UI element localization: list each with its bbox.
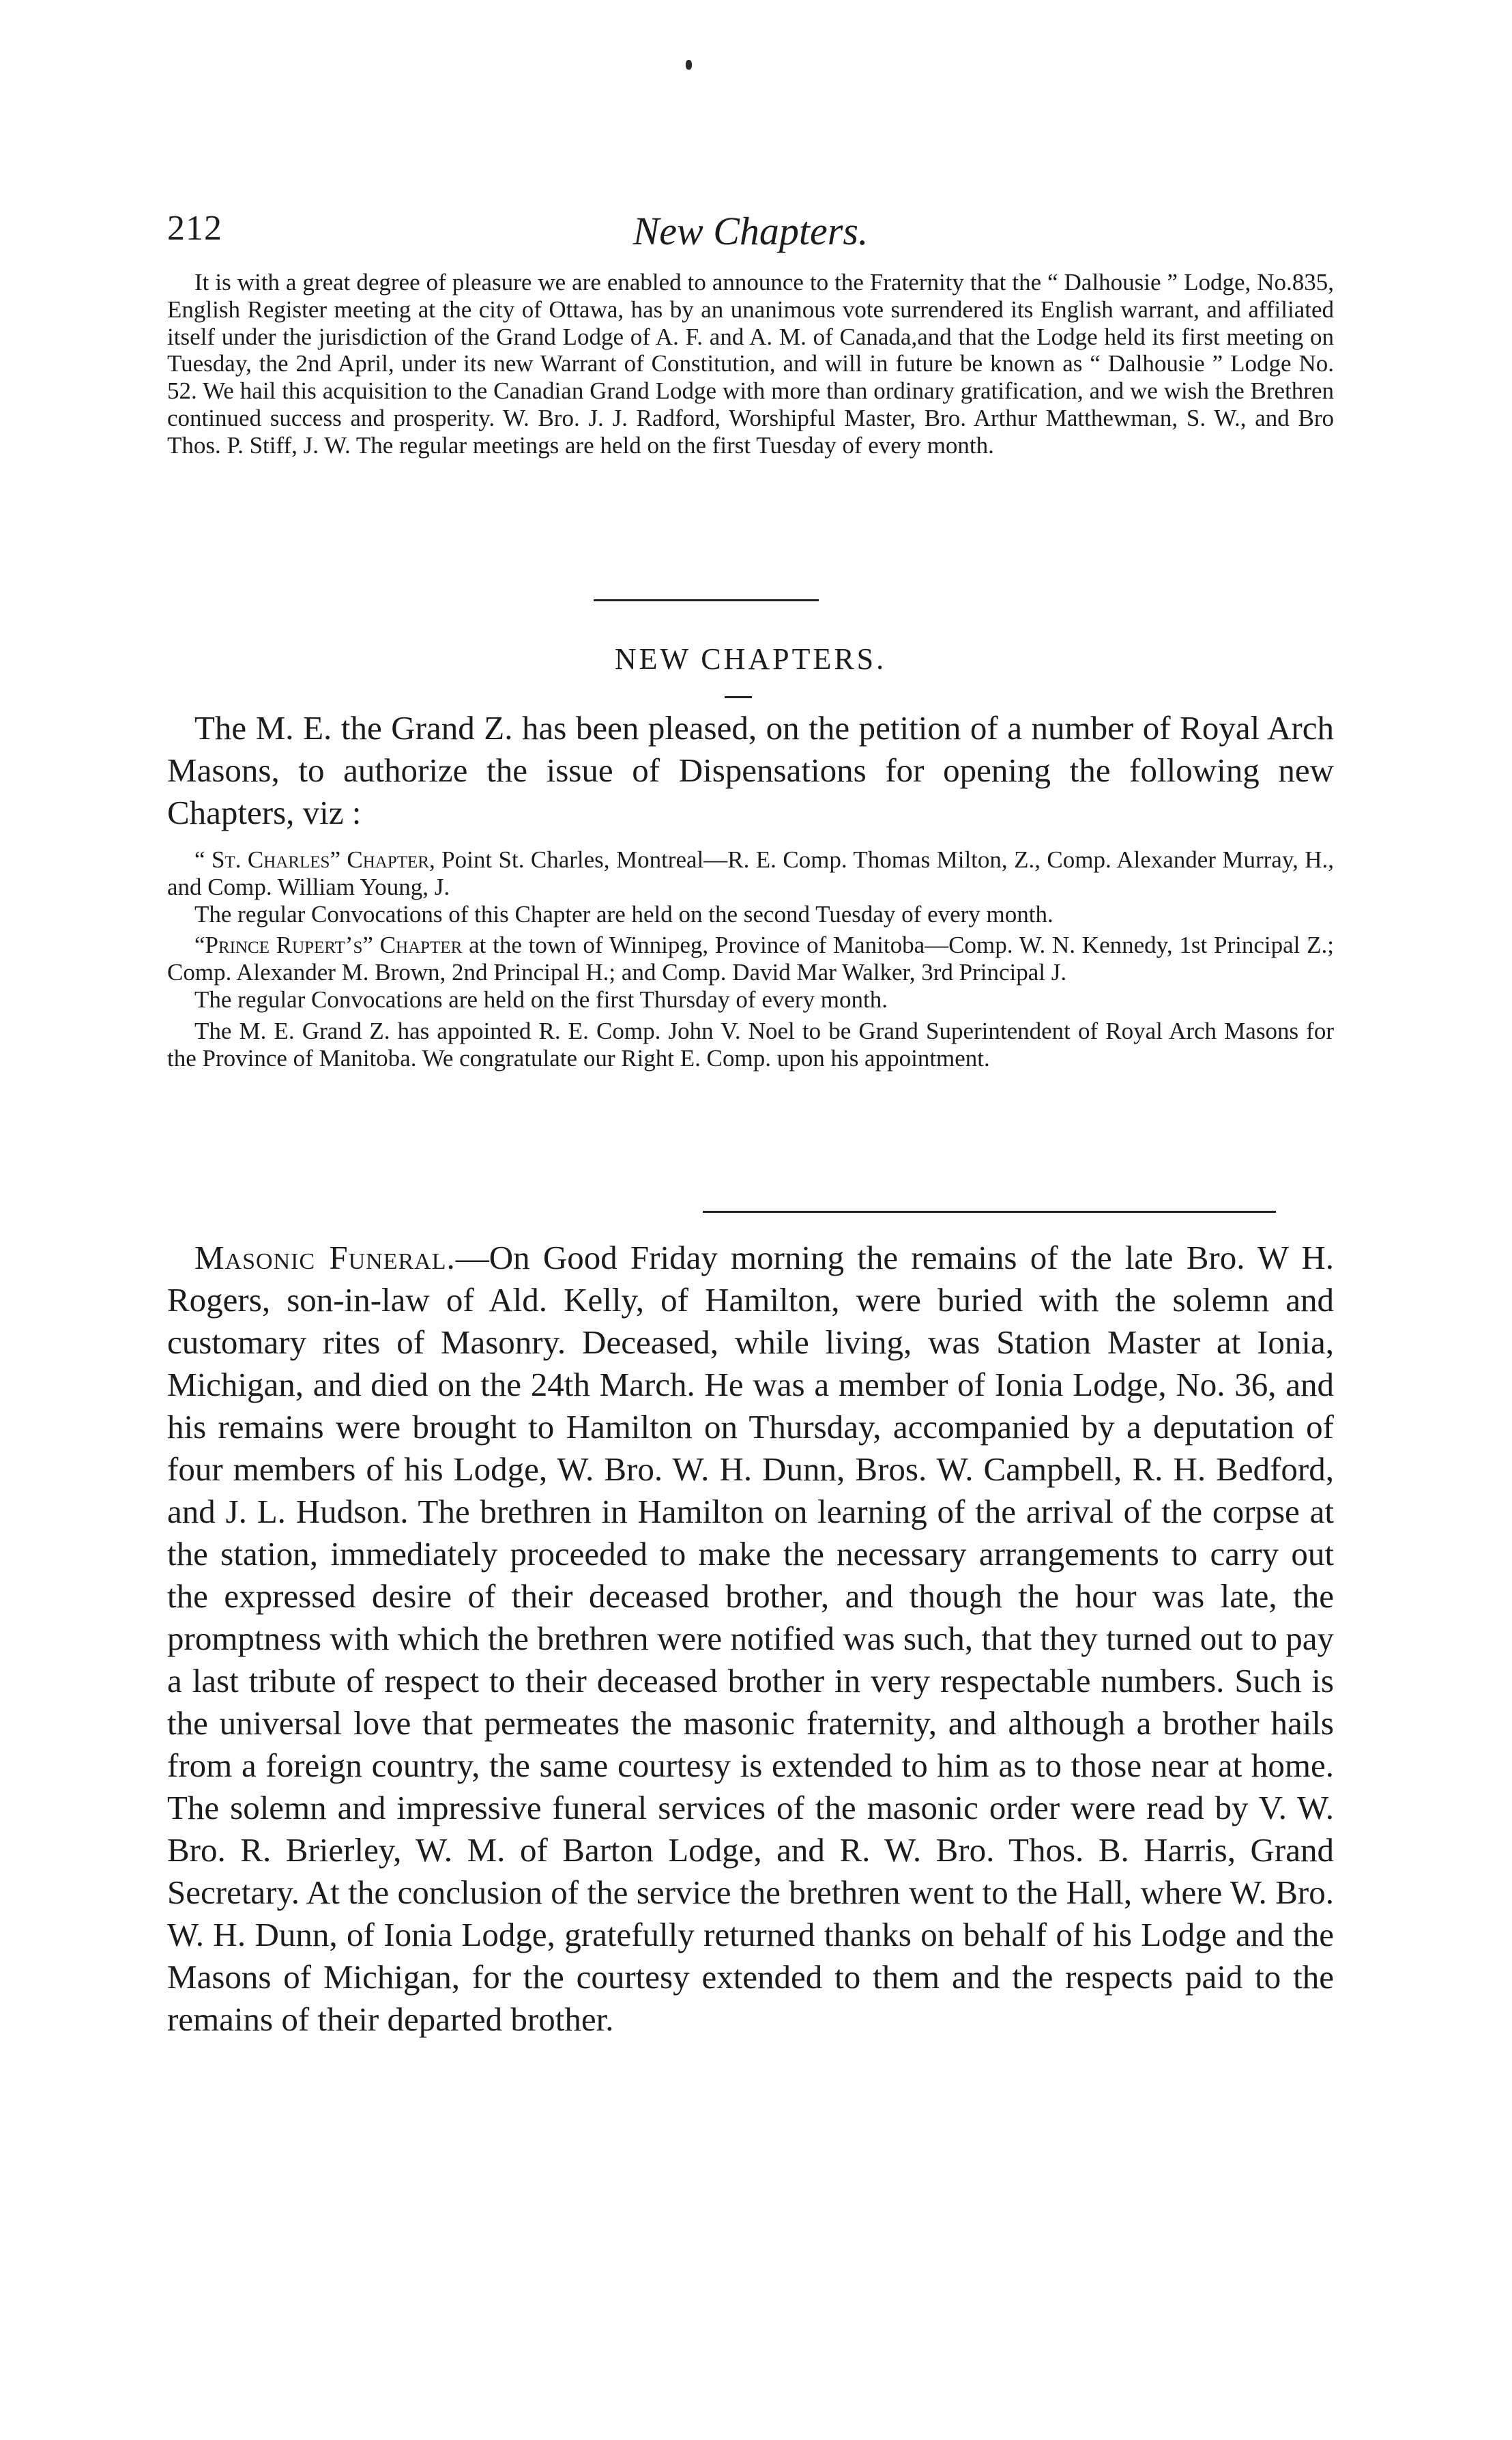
page-number: 212 (167, 209, 222, 248)
chapter-entry (167, 932, 1334, 986)
chapters-list (167, 846, 1334, 1072)
new-chapters-intro (167, 707, 1334, 834)
article-body: —On Good Friday morning the remains of the late Bro. W H. Rogers, son-in-law of Ald. Kelly, of Hamilton, were buried with the solemn and customary rites of Masonry. Deceased, while living, was Station Master at Ionia, Michigan, and died on the 24th March. He was a member of Ionia Lodge, No. 36, and his remains were brought to Hamilton on Thursday, accompanied by a deputation of four members of his Lodge, W. Bro. W. H. Dunn, Bros. W. Campbell, R. H. Bedford, and J. L. Hudson. The brethren in Hamilton on learning of the arrival of the corpse at the station, immediately proceeded to make the necessary arrangements to carry out the expressed desire of their deceased brother, and though the hour was late, the promptness with which the brethren were notified was such, that they turned out to pay a last tribute of respect to their deceased brother in very respectable numbers. Such is the universal love that permeates the masonic fraternity, and although a brother hails from a foreign country, the same courtesy is extended to him as to those near at home. The solemn and impressive funeral services of the masonic order were read by V. W. Bro. R. Brierley, W. M. of Barton Lodge, and R. W. Bro. Thos. B. Harris, Grand Secretary. At the conclusion of the service the brethren went to the Hall, where W. Bro. W. H. Dunn, of Ionia Lodge, gratefully returned thanks on behalf of his Lodge and the Masons of Michigan, for the courtesy extended to them and the respects paid to the remains of their departed brother. (167, 1239, 1334, 2038)
chapter-name: “ St. Charles” Chapter, (194, 846, 435, 873)
appointment-notice: The M. E. Grand Z. has appointed R. E. Comp. John V. Noel to be Grand Superintendent of Royal Arch Masons for the Province of Manitoba. We congratulate our Right E. Comp. upon his appointment. (167, 1017, 1334, 1072)
masonic-funeral-paragraph (167, 1237, 1334, 2041)
dalhousie-lodge-text: It is with a great degree of pleasure we are enabled to announce to the Fraternity that the “ Dalhousie ” Lodge, No.835, English Register meeting at the city of Ottawa, has by an unanimous vote surrendered its English warrant, and affiliated itself under the jurisdiction of the Grand Lodge of A. F. and A. M. of Canada,and that the Lodge held its first meeting on Tuesday, the 2nd April, under its new Warrant of Constitution, and will in future be known as “ Dalhousie ” Lodge No. 52. We hail this acquisition to the Canadian Grand Lodge with more than ordinary gratification, and we wish the Brethren continued success and prosperity. W. Bro. J. J. Radford, Worshipful Master, Bro. Arthur Matthewman, S. W., and Bro Thos. P. Stiff, J. W. The regular meetings are held on the first Tuesday of every month. (167, 269, 1334, 459)
chapter-name: “Prince Rupert’s” Chapter (194, 932, 463, 959)
chapter-convocations: The regular Convocations are held on the first Thursday of every month. (194, 986, 888, 1013)
chapter-details: Point St. Charles, Montreal—R. E. Comp. Thomas Milton, Z., Comp. Alexander Murray, H., and Comp. William Young, J. (167, 846, 1335, 900)
running-title: New Chapters. (633, 209, 869, 253)
dalhousie-lodge-paragraph (167, 269, 1334, 459)
divider (703, 1211, 1276, 1213)
masonic-funeral-article (167, 1237, 1334, 2041)
heading-dash (725, 696, 752, 698)
divider (594, 599, 819, 601)
new-chapters-intro-text: The M. E. the Grand Z. has been pleased, on the petition of a number of Royal Arch Masons, to authorize the issue of Dispensations for opening the following new Chapters, viz : (167, 709, 1334, 831)
section-heading: NEW CHAPTERS. (614, 642, 887, 676)
chapter-details: at the town of Winnipeg, Province of Manitoba—Comp. W. N. Kennedy, 1st Principal Z.; Comp. Alexander M. Brown, 2nd Principal H.; and Comp. David Mar Walker, 3rd Principal J. (167, 932, 1335, 986)
chapter-convocations: The regular Convocations of this Chapter are held on the second Tuesday of every month. (194, 900, 1053, 928)
print-speck (686, 60, 692, 70)
chapter-entry (167, 846, 1334, 901)
article-lead: Masonic Funeral. (194, 1239, 456, 1276)
running-head (167, 208, 1334, 270)
